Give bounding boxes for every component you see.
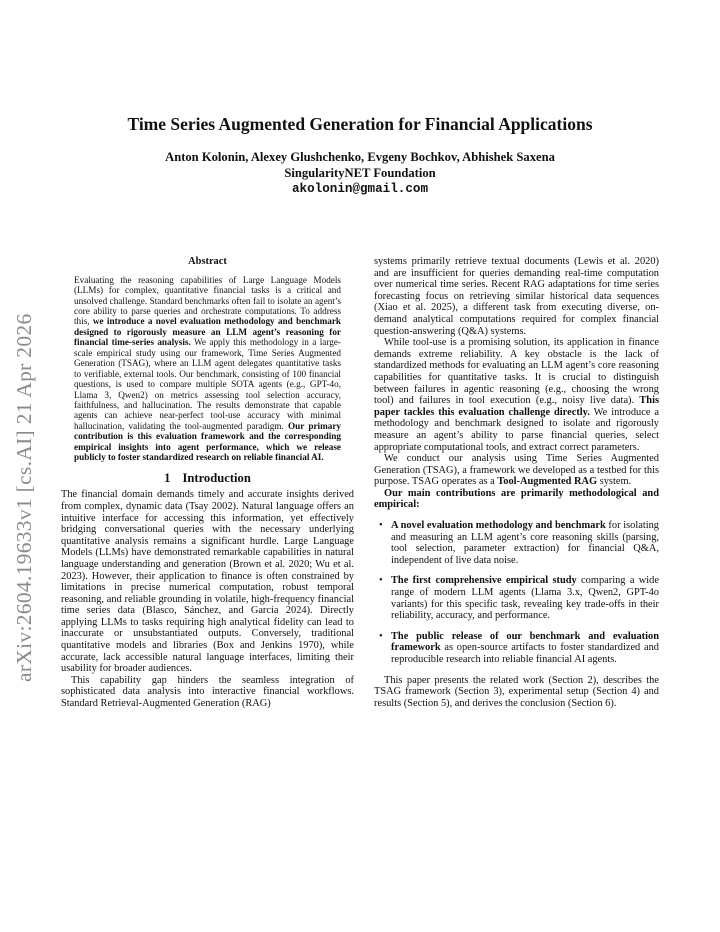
intro-paragraph-outline: This paper presents the related work (Section 2), describes the TSAG framework (Section 3), experimental setup (Section 4) and results (Section 5), and derives the conclusion (Section 6). bbox=[374, 674, 659, 709]
right-column bbox=[374, 256, 659, 709]
intro-paragraph-4 bbox=[374, 453, 659, 488]
contact-email: akolonin@gmail.com bbox=[291, 182, 429, 196]
contributions-heading bbox=[374, 488, 659, 511]
contribution-text: comparing a wide range of modern LLM agents (Llama 3.x, Qwen2, GPT-4o variants) for this specific task, revealing key trade-offs in their reliability, accuracy, and performance. bbox=[391, 575, 659, 622]
left-column bbox=[61, 256, 354, 710]
contribution-title: The public release of our benchmark and evaluation framework bbox=[391, 630, 659, 654]
contribution-title: A novel evaluation methodology and benchmark bbox=[391, 520, 606, 532]
list-item bbox=[374, 631, 659, 666]
intro-paragraph-3 bbox=[374, 337, 659, 453]
bullet-icon: • bbox=[379, 630, 383, 642]
intro-paragraph-1: The financial domain demands timely and accurate insights derived from complex, dynamic data (Tsay 2002). Natural language offers an intuitive interface for accessing this information, yet effectively bridging conversational queries with the necessary underlying quantitative analysis remains a significant hurdle. Large Language Models (LLMs) have demonstrated remarkable capabilities in natural language understanding and generation (Brown et al. 2020; Wu et al. 2023). However, their application to finance is often constrained by limitations in precise numerical computation, robust temporal reasoning, and reliable grounding in volatile, high-frequency financial time series data (Blasco, Sánchez, and García 2024). Directly applying LLMs to tasks requiring high analytical fidelity can lead to inaccurate or unsubstantiated outputs. Conversely, traditional quantitative models and libraries (Box and Jenkins 1970), while accurate, lack accessible natural language interfaces, limiting their usability for broader audiences. bbox=[61, 489, 354, 675]
contribution-title: The first comprehensive empirical study bbox=[391, 575, 577, 587]
abstract-text: Evaluating the reasoning capabilities of Large Language Models (LLMs) for complex, quantitative financial tasks is a critical and unsolved challenge. Standard benchmarks often fail to isolate an agent’s core ability to parse queries and orchestrate computations. To address this, bbox=[74, 274, 341, 327]
arxiv-identifier bbox=[12, 262, 46, 682]
abstract-emphasis: we introduce a novel evaluation methodology and benchmark designed to rigorously measure an LLM agent’s reasoning for financial time-series analysis. bbox=[74, 316, 342, 348]
affiliation: SingularityNET Foundation bbox=[284, 166, 436, 180]
p4-text-2: system. bbox=[597, 476, 632, 488]
section-heading-introduction bbox=[61, 470, 354, 485]
p4-text: We conduct our analysis using Time Series Augmented Generation (TSAG), a framework we developed as a testbed for this purpose. TSAG operates as a bbox=[374, 453, 659, 488]
author-list: Anton Kolonin, Alexey Glushchenko, Evgeny Bochkov, Abhishek Saxena bbox=[165, 150, 555, 164]
p4-emphasis: Tool-Augmented RAG bbox=[497, 476, 598, 488]
list-item bbox=[374, 575, 659, 621]
intro-paragraph-2-continued: systems primarily retrieve textual documents (Lewis et al. 2020) and are insufficient for queries demanding real-time computation over numerical time series. Recent RAG adaptations for time series forecasting focus on retrieving similar historical data sequences (Xiao et al. 2025), a different task from executing diverse, on-demand analytical computations required for complex financial question-answering (Q&A) systems. bbox=[374, 256, 659, 337]
bullet-icon: • bbox=[379, 575, 383, 587]
contributions-heading-text: Our main contributions are primarily methodological and empirical: bbox=[374, 487, 659, 511]
arxiv-identifier-text: arXiv:2604.19633v1 [cs.AI] 21 Apr 2026 bbox=[12, 313, 36, 682]
section-number: 1 bbox=[164, 470, 171, 485]
contributions-list bbox=[374, 520, 659, 666]
bullet-icon: • bbox=[379, 520, 383, 532]
p3-text-2: We introduce a methodology and benchmark designed to isolate and rigorously measure an agent’s ability to parse financial queries, select appropriate computational tools, and extract correct parameters. bbox=[374, 406, 659, 453]
abstract-body bbox=[74, 275, 341, 463]
list-item bbox=[374, 520, 659, 566]
p3-emphasis: This paper tackles this evaluation challenge directly. bbox=[374, 395, 659, 418]
intro-paragraph-2: This capability gap hinders the seamless integration of sophisticated data analysis into interactive financial workflows. Standard Retrieval-Augmented Generation (RAG) bbox=[61, 674, 354, 710]
abstract-text-2: We apply this methodology in a large-scale empirical study using our framework, Time Series Augmented Generation (TSAG), where an LLM agent delegates quantitative tasks to verifiable, external tools. Our benchmark, consisting of 100 financial questions, is used to compare multiple SOTA agents (e.g., GPT-4o, Llama 3, Qwen2) on metrics assessing tool selection accuracy, faithfulness, and hallucination. The results demonstrate that capable agents can achieve near-perfect tool-use accuracy with minimal hallucination, validating the tool-augmented paradigm. bbox=[74, 337, 341, 431]
p3-text: While tool-use is a promising solution, its application in finance demands extreme reliability. A key obstacle is the lack of standardized methods for evaluating an LLM agent’s core reasoning capabilities for quantitative tasks. It is crucial to distinguish between failures in agentic reasoning (e.g., choosing the wrong tool) and failures in tool execution (e.g., noisy live data). bbox=[374, 337, 659, 407]
contribution-text: as open-source artifacts to foster standardized and reproducible research into reliable financial AI agents. bbox=[391, 642, 659, 665]
abstract-heading: Abstract bbox=[188, 256, 227, 267]
abstract-contribution: Our primary contribution is this evaluation framework and the corresponding empirical insights into agent performance, which we release publicly to foster standardized research on reliable financial AI. bbox=[74, 420, 341, 463]
paper-title: Time Series Augmented Generation for Financial Applications bbox=[127, 114, 593, 134]
contribution-text: for isolating and measuring an LLM agent’s core reasoning skills (parsing, tool selection, parameter extraction) for financial Q&A, independent of live data noise. bbox=[391, 520, 659, 566]
section-title: Introduction bbox=[182, 470, 251, 485]
